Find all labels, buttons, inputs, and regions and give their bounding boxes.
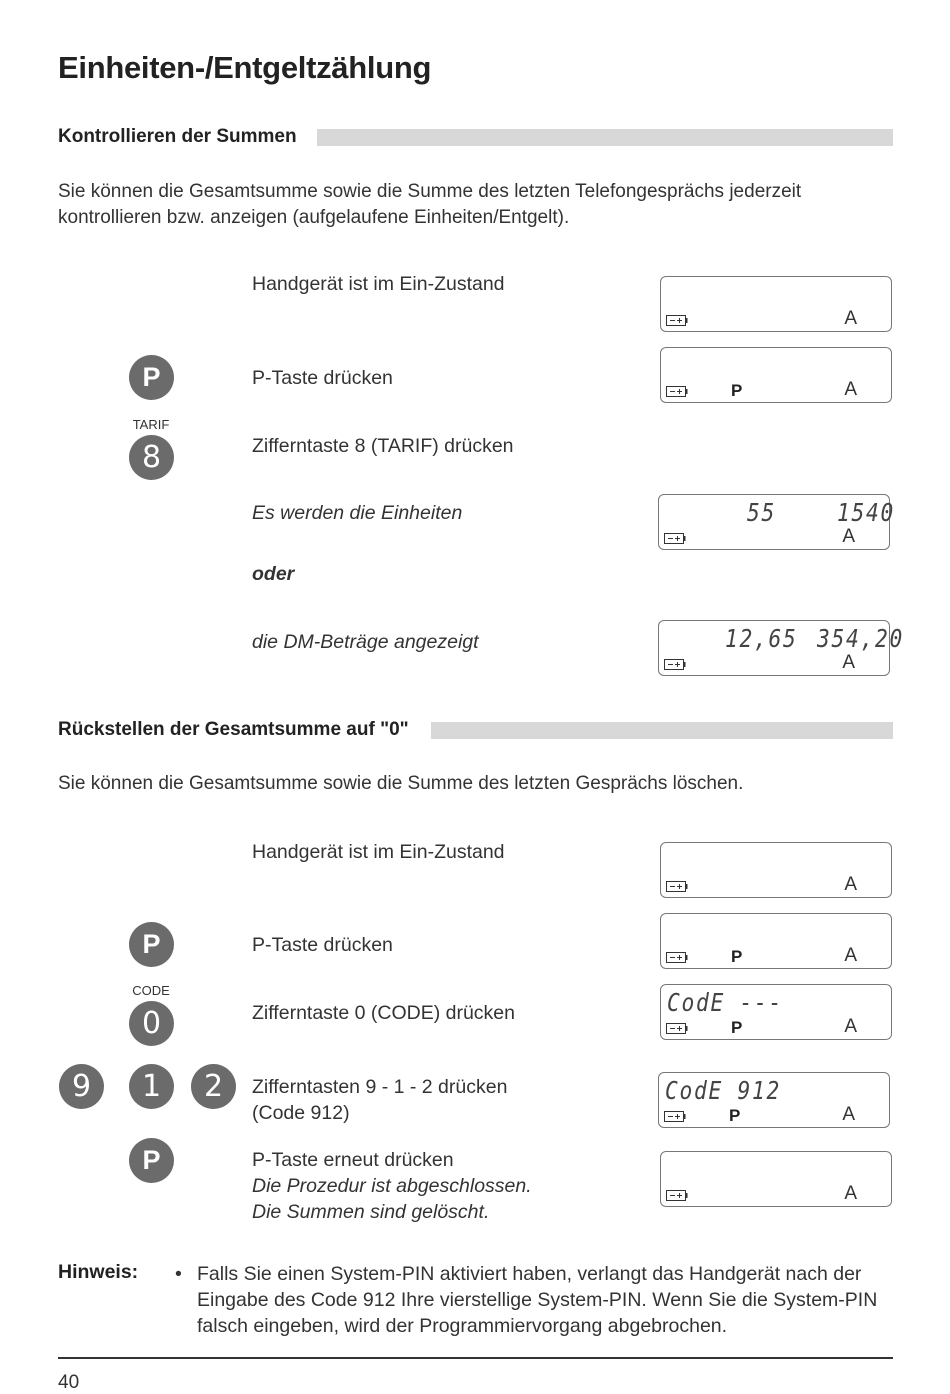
a-indicator: A: [842, 526, 855, 547]
battery-icon: [666, 386, 688, 397]
code-label: CODE: [132, 983, 170, 998]
hinweis-note: [175, 1261, 895, 1339]
battery-icon: [664, 533, 686, 544]
lcd-display-units: [658, 494, 895, 550]
bullet: •: [175, 1263, 182, 1285]
step-text: P-Taste drücken: [252, 367, 393, 389]
hinweis-label: Hinweis:: [58, 1261, 139, 1283]
lcd-display-dm: [658, 620, 904, 676]
section-bar: [431, 722, 893, 739]
lcd-display-code-entered: [658, 1072, 890, 1128]
a-indicator: A: [844, 945, 857, 966]
digit-9-key-icon: 9: [59, 1064, 104, 1109]
page-title: Einheiten-/Entgeltzählung: [58, 50, 432, 85]
step-text: P-Taste drücken: [252, 934, 393, 956]
p-key-icon: P: [129, 922, 174, 967]
step-text: Zifferntaste 0 (CODE) drücken: [252, 1002, 515, 1024]
tarif-label: TARIF: [132, 417, 170, 432]
code-prompt: CodE ---: [667, 988, 783, 1017]
digit-1-key-icon: 1: [129, 1064, 174, 1109]
p-key-icon: P: [129, 355, 174, 400]
step-text-oder: oder: [252, 563, 295, 585]
page-number: 40: [58, 1372, 80, 1393]
lcd-display-p: [660, 347, 892, 403]
step-text: P-Taste erneut drücken: [252, 1149, 454, 1171]
battery-icon: [664, 1111, 686, 1122]
step-text: Zifferntaste 8 (TARIF) drücken: [252, 435, 514, 457]
step-text: Zifferntasten 9 - 1 - 2 drücken: [252, 1076, 508, 1098]
step-text: Handgerät ist im Ein-Zustand: [252, 841, 505, 863]
lcd-display-idle: [660, 276, 892, 332]
step-text: Die Summen sind gelöscht.: [252, 1201, 490, 1223]
lcd-display-idle: [660, 842, 892, 898]
a-indicator: A: [844, 379, 857, 400]
step-text: (Code 912): [252, 1102, 350, 1124]
code-entered: CodE 912: [665, 1076, 781, 1105]
a-indicator: A: [844, 1183, 857, 1204]
section-heading-rueckstellen: Rückstellen der Gesamtsumme auf "0": [58, 719, 409, 740]
lcd-display-code-prompt: [660, 984, 892, 1040]
p-key-icon: P: [129, 1138, 174, 1183]
p-indicator: P: [731, 1018, 743, 1037]
digit-2-key-icon: 2: [191, 1064, 236, 1109]
section-bar: [317, 129, 893, 146]
step-text: die DM-Beträge angezeigt: [252, 631, 479, 653]
p-indicator: P: [729, 1106, 741, 1125]
a-indicator: A: [842, 1104, 855, 1125]
lcd-display-idle: [660, 1151, 892, 1207]
a-indicator: A: [842, 652, 855, 673]
battery-icon: [666, 881, 688, 892]
hinweis-text: Falls Sie einen System-PIN aktiviert haben, verlangt das Handgerät nach der Eingabe des Code 912 Ihre vierstellige System-PIN. Wenn Sie die System-PIN falsch eingeben, wird der Programmiervorgang abgebrochen.: [197, 1263, 878, 1337]
step-text: Die Prozedur ist abgeschlossen.: [252, 1175, 532, 1197]
step-text: Es werden die Einheiten: [252, 502, 463, 524]
lcd-display-p: [660, 913, 892, 969]
section1-intro: Sie können die Gesamtsumme sowie die Summe des letzten Telefongesprächs jederzeit kontrollieren bzw. anzeigen (aufgelaufene Einheiten/Entgelt).: [58, 181, 802, 228]
battery-icon: [666, 952, 688, 963]
footer-divider: [58, 1357, 893, 1359]
dm-total: 354,20: [817, 624, 904, 653]
battery-icon: [666, 1190, 688, 1201]
a-indicator: A: [844, 874, 857, 895]
battery-icon: [666, 1023, 688, 1034]
digit-8-key-icon: 8: [129, 435, 174, 480]
a-indicator: A: [844, 1016, 857, 1037]
battery-icon: [664, 659, 686, 670]
p-indicator: P: [731, 381, 743, 400]
section2-intro: Sie können die Gesamtsumme sowie die Summe des letzten Gesprächs löschen.: [58, 773, 744, 794]
digit-0-key-icon: 0: [129, 1001, 174, 1046]
p-indicator: P: [731, 947, 743, 966]
battery-icon: [666, 315, 688, 326]
a-indicator: A: [844, 308, 857, 329]
step-text: Handgerät ist im Ein-Zustand: [252, 273, 505, 295]
section-heading-summen: Kontrollieren der Summen: [58, 126, 297, 147]
units-last-call: 55: [747, 498, 776, 527]
dm-last-call: 12,65: [725, 624, 798, 653]
units-total: 1540: [837, 498, 895, 527]
